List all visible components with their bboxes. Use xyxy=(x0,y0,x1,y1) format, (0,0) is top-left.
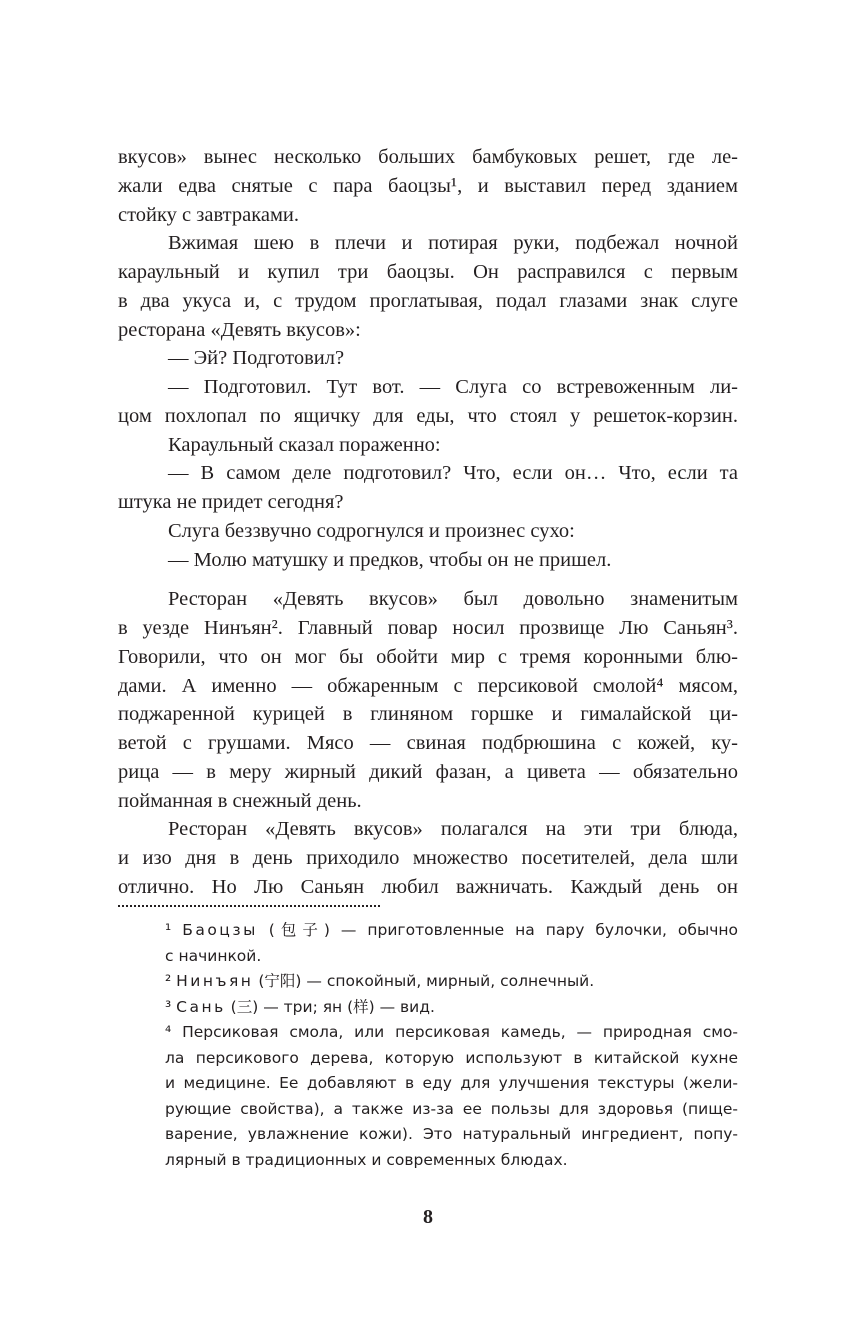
page-number: 8 xyxy=(423,1206,433,1228)
footnote-line xyxy=(165,1020,738,1044)
footnote-text: (宁阳) — спокойный, мирный, солнечный. xyxy=(253,972,595,990)
text-line: ветой с грушами. Мясо — свиная подбрюшина с кожей, ку- xyxy=(118,732,738,754)
text-line: караульный и купил три баоцзы. Он расправился с первым xyxy=(118,261,738,283)
footnote-separator xyxy=(118,905,380,907)
footnote-term: Сань xyxy=(176,997,226,1016)
text-line: Слуга беззвучно содрогнулся и произнес сухо: xyxy=(168,519,575,542)
text-line: вкусов» вынес несколько больших бамбуковых решет, где ле- xyxy=(118,146,738,168)
footnote-line xyxy=(165,1097,738,1121)
text-line: Вжимая шею в плечи и потирая руки, подбежал ночной xyxy=(168,232,738,255)
footnote-term: Баоцзы xyxy=(182,921,258,939)
text-line: ресторана «Девять вкусов»: xyxy=(118,318,361,341)
footnote-text: рующие свойства), а также из-за ее пользы для здоровья (пище- xyxy=(165,1099,738,1118)
text-line: — Подготовил. Тут вот. — Слуга со встревоженным ли- xyxy=(168,376,738,398)
text-line: Ресторан «Девять вкусов» был довольно знаменитым xyxy=(168,588,738,611)
text-line: в два укуса и, с трудом проглатывая, подал глазами знак слуге xyxy=(118,289,738,312)
text-line: — Молю матушку и предков, чтобы он не пришел. xyxy=(168,548,612,571)
text-line: дами. А именно — обжаренным с персиковой смолой⁴ мясом, xyxy=(118,674,738,697)
text-line: и изо дня в день приходило множество посетителей, дела шли xyxy=(118,847,738,869)
text-line: Ресторан «Девять вкусов» полагался на эти три блюда, xyxy=(168,818,738,841)
footnote-text: ла персикового дерева, которую используют в китайской кухне xyxy=(165,1048,738,1067)
footnote-number: ³ xyxy=(165,997,172,1016)
footnote-line xyxy=(165,1122,738,1146)
footnote-text: варение, увлажнение кожи). Это натуральный ингредиент, попу- xyxy=(165,1125,738,1143)
text-line: — В самом деле подготовил? Что, если он… Что, если та xyxy=(168,462,738,485)
text-line: отлично. Но Лю Саньян любил важничать. Каждый день он xyxy=(118,875,738,898)
text-line: Говорили, что он мог бы обойти мир с тремя коронными блю- xyxy=(118,645,738,668)
text-line: рица — в меру жирный дикий фазан, а цивета — обязательно xyxy=(118,760,738,783)
footnote-line xyxy=(165,918,738,942)
footnote-line xyxy=(165,1046,738,1070)
text-line: пойманная в снежный день. xyxy=(118,789,362,812)
text-line: жали едва снятые с пара баоцзы¹, и выставил перед зданием xyxy=(118,174,738,197)
footnote-line xyxy=(165,944,738,968)
text-line: штука не придет сегодня? xyxy=(118,491,344,513)
footnote-line xyxy=(165,995,738,1019)
footnote-number: ⁴ xyxy=(165,1023,172,1041)
footnote-text: (三) — три; ян (样) — вид. xyxy=(225,997,435,1016)
text-line: в уезде Нинъян². Главный повар носил прозвище Лю Саньян³. xyxy=(118,617,738,639)
footnote-text: (包子) — приготовленные на пару булочки, обычно xyxy=(257,921,738,939)
text-line: поджаренной курицей в глиняном горшке и гималайской ци- xyxy=(118,703,738,726)
footnote-text: лярный в традиционных и современных блюдах. xyxy=(165,1150,568,1169)
text-line: цом похлопал по ящичку для еды, что стоял у решеток-корзин. xyxy=(118,404,738,427)
text-line: Караульный сказал пораженно: xyxy=(168,433,441,456)
footnote-text: и медицине. Ее добавляют в еду для улучшения текстуры (жели- xyxy=(165,1074,738,1092)
footnote-number: ² xyxy=(165,972,172,990)
footnote-line xyxy=(165,969,738,993)
text-line: — Эй? Подготовил? xyxy=(168,347,345,370)
footnote-line xyxy=(165,1148,738,1172)
text-line: стойку с завтраками. xyxy=(118,203,300,226)
footnote-term: Нинъян xyxy=(176,972,254,990)
footnote-text: Персиковая смола, или персиковая камедь, — природная смо- xyxy=(182,1023,738,1041)
footnote-number: ¹ xyxy=(165,921,172,939)
footnote-text: с начинкой. xyxy=(165,946,262,965)
footnote-line xyxy=(165,1071,738,1095)
